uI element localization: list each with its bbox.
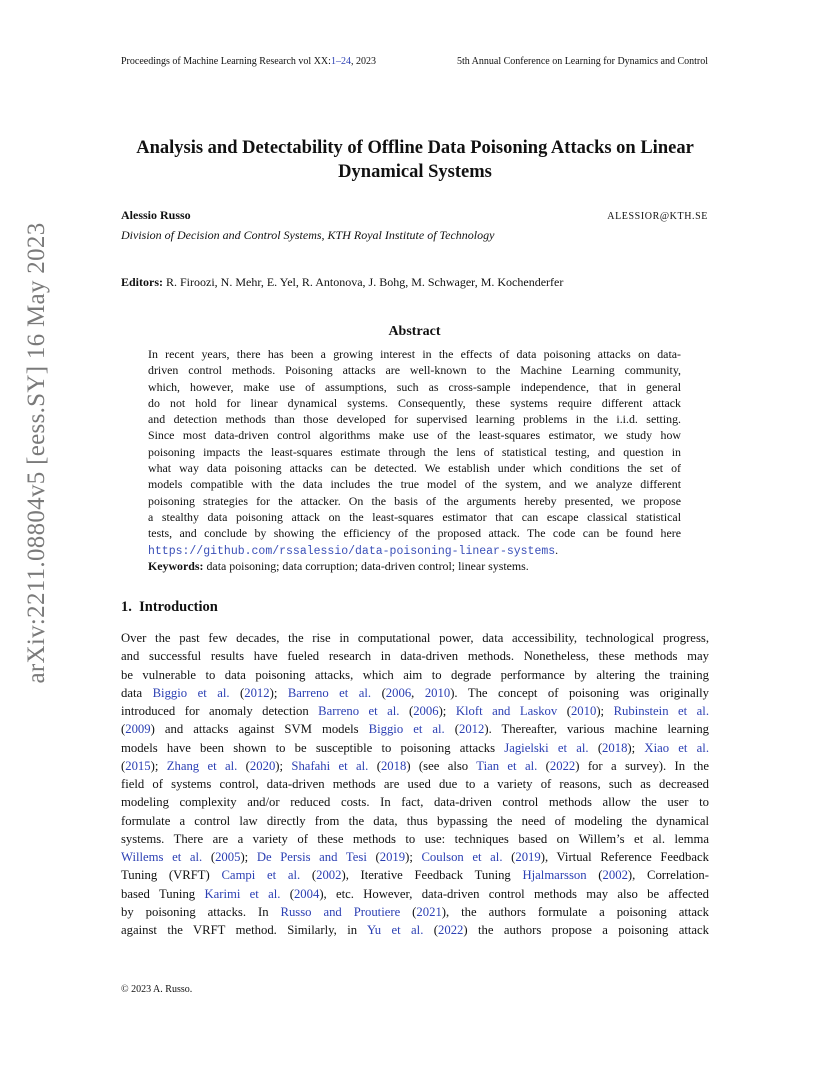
- intro-text: ), Correlation-: [627, 868, 709, 883]
- intro-text: formulate a control law directly from the data, thus bypassing the need of modeling the dynamical: [121, 813, 709, 828]
- abstract-line: In recent years, there has been a growing interest in the effects of data poisoning attacks on data-: [148, 347, 681, 361]
- intro-line: [121, 739, 709, 757]
- intro-text: (: [366, 850, 380, 864]
- intro-text: (: [121, 722, 126, 737]
- intro-text: based Tuning: [121, 886, 205, 901]
- intro-text: field of systems control, data-driven methods are used due to a variety of reasons, such as decreased: [121, 777, 709, 791]
- citation-link[interactable]: Biggio et al.: [152, 685, 230, 700]
- citation-link[interactable]: Jagielski et al.: [504, 740, 589, 755]
- intro-text: (: [202, 850, 216, 864]
- citation-link[interactable]: Yu et al.: [367, 923, 424, 937]
- abstract-line: and detection methods than those developed for supervised learning problems in the i.i.d. setting.: [148, 412, 681, 427]
- citation-link[interactable]: Xiao et al.: [644, 740, 709, 755]
- intro-text: (: [368, 758, 381, 773]
- abstract-code-line: https://github.com/rssalessio/data-poisoning-linear-systems.: [148, 542, 559, 558]
- citation-link[interactable]: Shafahi et al.: [291, 758, 369, 773]
- intro-text: ), etc. However, data-driven control methods may also be affected: [319, 886, 709, 901]
- citation-link[interactable]: Biggio et al.: [368, 722, 445, 737]
- paper-title: Analysis and Detectability of Offline Data Poisoning Attacks on Linear Dynamical Systems: [136, 138, 694, 182]
- citation-link[interactable]: 2005: [215, 850, 241, 864]
- intro-line: [121, 666, 709, 684]
- citation-link[interactable]: Hjalmarsson: [522, 868, 587, 883]
- running-header-right: 5th Annual Conference on Learning for Dynamics and Control: [456, 56, 708, 67]
- citation-link[interactable]: Tian et al.: [476, 758, 538, 773]
- citation-link[interactable]: Coulson et al.: [421, 850, 503, 864]
- citation-link[interactable]: 2010: [570, 704, 597, 718]
- abstract-line: models compatible with the data includes the true model of the system, and we analyze different: [148, 477, 681, 492]
- intro-line: [121, 866, 709, 884]
- intro-text: Tuning (VRFT): [121, 868, 222, 883]
- citation-link[interactable]: 2022: [438, 923, 464, 937]
- intro-text: );: [438, 704, 456, 718]
- intro-text: introduced for anomaly detection: [121, 704, 319, 718]
- intro-text: be vulnerable to data poisoning attacks, which aim to degrade performance by altering the training: [121, 667, 709, 682]
- abstract-line: tests, and conclude by showing the efficiency of the proposed attack. The code can be found here: [148, 526, 681, 541]
- abstract-heading: Abstract: [388, 324, 441, 339]
- intro-text: ), Virtual Reference Feedback: [540, 850, 709, 864]
- intro-text: (: [229, 685, 245, 700]
- intro-text: ), the authors formulate a poisoning attack: [441, 904, 709, 919]
- intro-text: );: [275, 758, 292, 773]
- intro-line: [121, 830, 709, 848]
- intro-text: systems. There are a variety of these methods to use: techniques based on Willem’s et al. lemma: [121, 831, 709, 846]
- abstract-line: poisoning impacts the least-squares estimate through the lens of statistical testing, and question in: [148, 444, 681, 459]
- citation-link[interactable]: 2006: [385, 685, 412, 700]
- keywords-text: data poisoning; data corruption; data-driven control; linear systems.: [206, 558, 529, 573]
- citation-link[interactable]: Barreno et al.: [287, 685, 372, 700]
- citation-link[interactable]: 2002: [602, 868, 628, 883]
- intro-text: ). The concept of poisoning was originally: [450, 685, 709, 700]
- intro-line: [121, 812, 709, 830]
- running-header-left: Proceedings of Machine Learning Research vol XX:1–24, 2023: [121, 56, 376, 67]
- citation-link[interactable]: Zhang et al.: [166, 758, 238, 773]
- citation-link[interactable]: De Persis and Tesi: [256, 850, 367, 864]
- citation-link[interactable]: 2020: [249, 758, 276, 773]
- intro-line: [121, 848, 709, 866]
- intro-text: data: [121, 685, 153, 700]
- abstract-line: poisoning strategies for the attacker. On the basis of the arguments hereby presented, we propose: [148, 493, 681, 508]
- intro-text: models have been shown to be susceptible to poisoning attacks: [121, 740, 505, 755]
- citation-link[interactable]: Campi et al.: [221, 868, 301, 883]
- code-url-link[interactable]: https://github.com/rssalessio/data-poisoning-linear-systems: [148, 544, 556, 558]
- citation-link[interactable]: Barreno et al.: [318, 704, 400, 718]
- intro-text: );: [405, 850, 422, 864]
- intro-text: ,: [411, 685, 425, 700]
- citation-link[interactable]: Rubinstein et al.: [613, 704, 709, 718]
- intro-text: );: [240, 850, 257, 864]
- intro-text: (: [537, 758, 550, 773]
- citation-link[interactable]: 2002: [316, 868, 342, 883]
- intro-text: );: [596, 704, 614, 718]
- intro-line: [121, 903, 709, 921]
- citation-link[interactable]: 2004: [293, 886, 320, 901]
- editors-label: Editors:: [121, 275, 163, 289]
- intro-text: ) the authors propose a poisoning attack: [463, 923, 709, 937]
- author-email: ALESSIOR@KTH.SE: [607, 211, 708, 222]
- editors: [121, 275, 563, 290]
- page-range-link[interactable]: 1–24: [330, 56, 351, 67]
- intro-text: ). Thereafter, various machine learning: [484, 722, 710, 737]
- citation-link[interactable]: 2019: [515, 850, 541, 864]
- intro-line: [121, 720, 709, 738]
- citation-link[interactable]: 2021: [416, 904, 442, 919]
- intro-line: [121, 885, 709, 903]
- intro-text: (: [237, 758, 250, 773]
- intro-text: Over the past few decades, the rise in computational power, data accessibility, technological progress,: [121, 631, 709, 645]
- abstract-line: driven control methods. Poisoning attacks are well-known to the Machine Learning community,: [148, 363, 681, 378]
- running-header: [121, 56, 708, 67]
- intro-text: );: [627, 740, 645, 755]
- abstract-line: which, however, make use of assumptions, such as cross-sample independence, that in general: [148, 379, 681, 394]
- arxiv-stamp: arXiv:2211.08804v5 [eess.SY] 16 May 2023: [23, 222, 50, 684]
- abstract-body: [148, 346, 681, 574]
- intro-text: modeling complexity and/or reduced costs. In fact, data-driven control methods allow the user to: [121, 795, 709, 810]
- intro-text: ) for a survey). In the: [575, 758, 709, 773]
- intro-text: (: [588, 740, 603, 755]
- author-row: [121, 208, 708, 223]
- citation-link[interactable]: 2018: [380, 758, 407, 773]
- intro-line: [121, 775, 709, 793]
- citation-link[interactable]: 2012: [244, 685, 270, 700]
- intro-text: (: [300, 868, 317, 883]
- citation-link[interactable]: 2012: [458, 722, 485, 737]
- author-affiliation: Division of Decision and Control Systems, KTH Royal Institute of Technology: [121, 228, 495, 242]
- intro-text: (: [444, 722, 459, 737]
- intro-text: against the VRFT method. Similarly, in: [121, 923, 367, 937]
- intro-text: (: [371, 685, 386, 700]
- intro-text: ), Iterative Feedback Tuning: [341, 868, 523, 883]
- abstract-line: a stealthy data poisoning attack on the least-squares estimator that can escape classical statistical: [148, 509, 681, 524]
- citation-link[interactable]: 2019: [379, 850, 406, 864]
- intro-text: ) and attacks against SVM models: [150, 722, 369, 737]
- intro-text: by poisoning attacks. In: [121, 904, 281, 919]
- editors-names: R. Firoozi, N. Mehr, E. Yel, R. Antonova, J. Bohg, M. Schwager, M. Kochenderfer: [166, 275, 564, 289]
- intro-line: [121, 757, 709, 775]
- intro-line: [121, 702, 709, 720]
- intro-text: ) (see also: [406, 758, 477, 773]
- citation-link[interactable]: 2015: [125, 758, 151, 773]
- citation-link[interactable]: 2006: [413, 704, 439, 718]
- citation-link[interactable]: Karimi et al.: [204, 886, 281, 901]
- intro-line: [121, 684, 709, 702]
- keywords-label: Keywords:: [148, 558, 204, 573]
- intro-line: [121, 629, 709, 647]
- citation-link[interactable]: Russo and Proutiere: [280, 904, 401, 919]
- intro-text: (: [423, 923, 439, 937]
- introduction-body: [121, 629, 709, 939]
- author-name: Alessio Russo: [121, 208, 191, 222]
- citation-link[interactable]: Kloft and Laskov: [455, 704, 558, 718]
- citation-link[interactable]: 2010: [424, 685, 451, 700]
- citation-link[interactable]: 2009: [125, 722, 151, 737]
- intro-text: and successful results have fueled research in data-driven methods. Nonetheless, these methods may: [121, 649, 709, 664]
- intro-text: (: [121, 758, 126, 773]
- intro-text: (: [586, 868, 603, 883]
- arxiv-sidebar: [23, 222, 50, 684]
- intro-text: (: [399, 704, 414, 718]
- intro-text: (: [502, 850, 516, 864]
- citation-link[interactable]: Willems et al.: [121, 850, 203, 864]
- keywords: [148, 558, 681, 574]
- section-heading: 1. Introduction: [121, 599, 218, 615]
- citation-link[interactable]: 2018: [602, 740, 628, 755]
- intro-line: [121, 647, 709, 665]
- abstract-line: do not hold for linear dynamical systems. Consequently, these systems require different attack: [148, 395, 681, 410]
- intro-line: [121, 793, 709, 811]
- intro-text: );: [269, 685, 288, 700]
- copyright-footer: © 2023 A. Russo.: [121, 984, 193, 995]
- intro-text: (: [400, 904, 417, 919]
- intro-text: (: [557, 704, 571, 718]
- intro-text: );: [150, 758, 167, 773]
- intro-text: (: [280, 886, 294, 901]
- citation-link[interactable]: 2022: [549, 758, 576, 773]
- intro-line: [121, 921, 709, 939]
- abstract-line: Since most data-driven control algorithms make use of the least-squares estimator, we study how: [148, 428, 681, 443]
- abstract-line: what way data poisoning attacks can be detected. We establish under which conditions the set of: [148, 461, 681, 476]
